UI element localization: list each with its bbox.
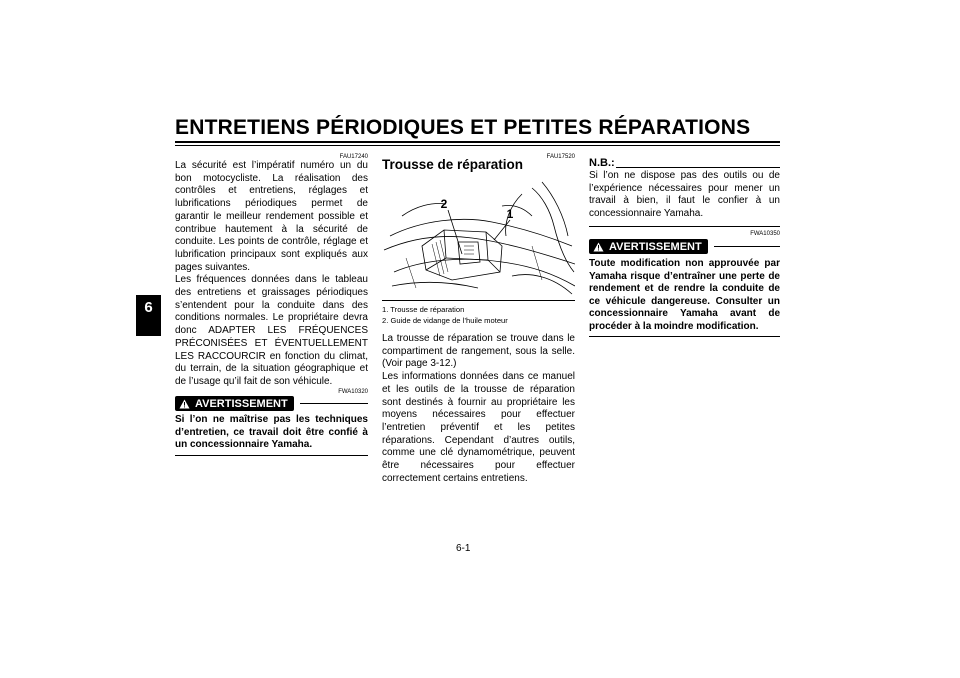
section-code: FAU17520 <box>546 154 575 160</box>
nb-text: Si l’on ne dispose pas des outils ou de l’expérience nécessaires pour mener un travail à bien, il faut le confier à un concessionnaire Yamaha. <box>589 170 780 220</box>
warning-badge <box>589 239 708 254</box>
title-rule-thin <box>175 145 780 146</box>
repair-kit-illustration <box>382 176 575 300</box>
page-number: 6-1 <box>456 543 471 554</box>
warning-label: AVERTISSEMENT <box>609 240 702 253</box>
warning-icon <box>179 399 190 409</box>
intro-text <box>175 160 368 389</box>
paragraph: La sécurité est l’impératif numéro un du bon motocycliste. La réalisation des contrôles et entretiens, réglages et lubrifications périodiques permet de garantir le meilleur rendement possible et contribue hautement à la sécurité de conduite. Les points de contrôle, réglage et lubrification principaux sont expliqués aux pages suivantes. <box>175 160 368 273</box>
warning-text: Toute modification non approuvée par Yamaha risque d’entraîner une perte de rendement et de rendre la conduite de ce véhicule dangereuse. Consulter un concessionnaire Yamaha avant de procéder à la moindre modification. <box>589 258 780 332</box>
warning-top-rule <box>300 403 368 404</box>
nb-top-rule <box>616 167 780 168</box>
callout-1: 1 <box>506 207 514 221</box>
warning-text: Si l’on ne maîtrise pas les techniques d’entretien, ce travail doit être confié à un concessionnaire Yamaha. <box>175 414 368 451</box>
paragraph: Les informations données dans ce manuel et les outils de la trousse de réparation sont destinés à fournir au propriétaire les moyens nécessaires pour effectuer l’entretien préventif et les petites réparations. Cependant d’autres outils, comme une clé dynamométrique, peuvent être nécessaires pour effectuer correctement certains entretiens. <box>382 371 575 484</box>
section-code: FAU17240 <box>339 154 368 160</box>
warning-label: AVERTISSEMENT <box>195 397 288 410</box>
section-title: Trousse de réparation <box>382 157 524 172</box>
warning-badge <box>175 396 294 411</box>
warning-top-rule <box>714 246 780 247</box>
paragraph: La trousse de réparation se trouve dans le compartiment de rangement, sous la selle. (Voir page 3-12.) <box>382 333 575 370</box>
warning-icon <box>593 242 604 252</box>
warning-bottom-rule <box>589 336 780 337</box>
chapter-tab <box>136 295 161 336</box>
figure-caption-2: 2. Guide de vidange de l’huile moteur <box>382 316 508 325</box>
repair-kit-text <box>382 333 575 485</box>
nb-bottom-rule <box>589 226 780 227</box>
chapter-number: 6 <box>144 299 153 316</box>
callout-2: 2 <box>440 197 448 211</box>
title-rule-thick <box>175 141 780 143</box>
nb-label: N.B.: <box>589 157 615 169</box>
figure-caption-1: 1. Trousse de réparation <box>382 305 465 314</box>
paragraph: Les fréquences données dans le tableau des entretiens et graissages périodiques s’entendent pour la conduite dans des conditions normales. Le propriétaire devra donc ADAPTER LES FRÉQUENCES PRÉCONISÉES ET ÉVENTUELLEMENT LES RACCOURCIR en fonction du climat, du terrain, de la situation géographique et de l’usage qu’il fait de son véhicule. <box>175 274 368 387</box>
page-title: ENTRETIENS PÉRIODIQUES ET PETITES RÉPARATIONS <box>175 116 751 139</box>
figure-bottom-rule <box>382 300 575 301</box>
warning-code: FWA10350 <box>750 231 780 237</box>
warning-code: FWA10320 <box>338 389 368 395</box>
warning-bottom-rule <box>175 455 368 456</box>
